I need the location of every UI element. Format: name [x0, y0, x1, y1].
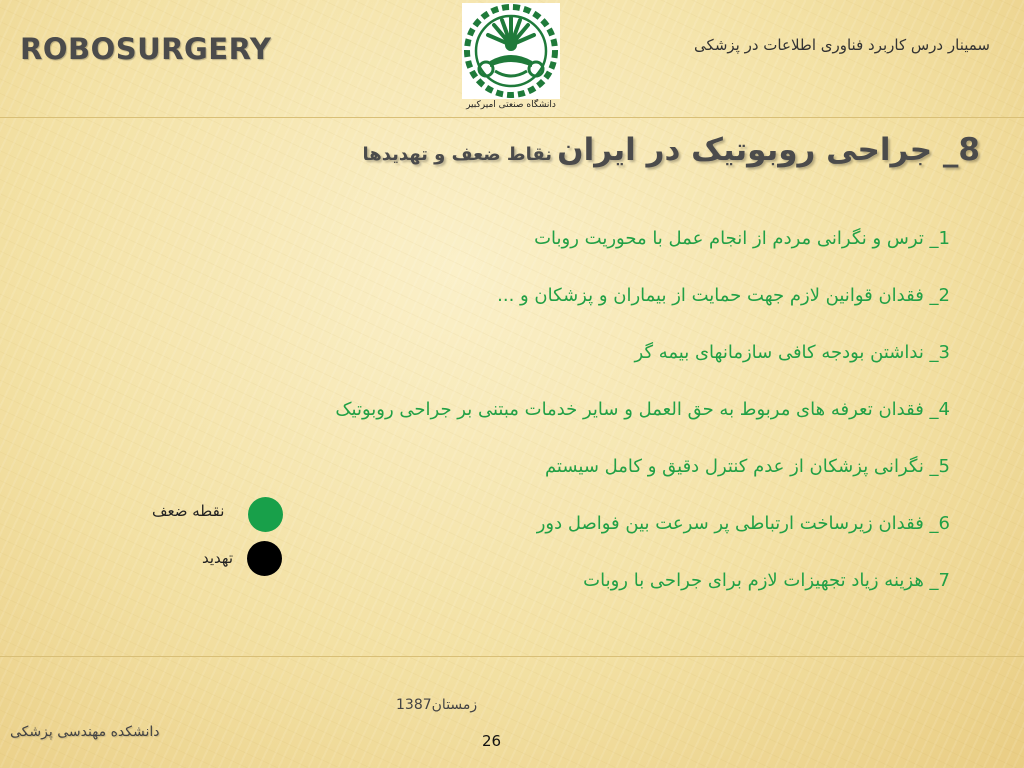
- slide-title: [362, 132, 980, 168]
- black-circle-icon: [247, 541, 282, 576]
- footer-divider: [0, 656, 1024, 657]
- list-item: 3_ نداشتن بودجه کافی سازمانهای بیمه گر: [634, 342, 950, 363]
- slide-title-sub: نقاط ضعف و تهدیدها: [362, 144, 553, 165]
- legend-threat: [150, 540, 290, 578]
- legend-weakness-label: نقطه ضعف: [152, 502, 225, 520]
- list-item: 4_ فقدان تعرفه های مربوط به حق العمل و سایر خدمات مبتنی بر جراحی روبوتیک: [335, 399, 950, 420]
- seminar-title: سمینار درس کاربرد فناوری اطلاعات در پزشکی: [694, 36, 990, 54]
- header-divider: [0, 117, 1024, 118]
- university-logo: [462, 3, 560, 99]
- green-circle-icon: [248, 497, 283, 532]
- slide-title-main: 8_ جراحی روبوتیک در ایران: [557, 132, 980, 168]
- legend-threat-label: تهدید: [202, 549, 234, 567]
- list-item: 5_ نگرانی پزشکان از عدم کنترل دقیق و کامل سیستم: [544, 456, 950, 477]
- brand-title: ROBOSURGERY: [20, 32, 272, 66]
- list-item: 7_ هزینه زیاد تجهیزات لازم برای جراحی با روبات: [583, 570, 950, 591]
- weakness-threat-list: [335, 222, 950, 621]
- list-item: 2_ فقدان قوانین لازم جهت حمایت از بیماران و پزشکان و ...: [497, 285, 950, 306]
- list-item: 1_ ترس و نگرانی مردم از انجام عمل با محوریت روبات: [534, 228, 950, 249]
- list-item: 6_ فقدان زیرساخت ارتباطی پر سرعت بین فواصل دور: [536, 513, 950, 534]
- page-number: 26: [482, 732, 502, 750]
- footer-department: دانشکده مهندسی پزشکی: [10, 724, 160, 740]
- emblem-icon: [462, 3, 560, 99]
- logo-caption: دانشگاه صنعتی امیرکبیر: [466, 100, 556, 110]
- legend-weakness: [150, 496, 290, 534]
- footer-season: زمستان1387: [396, 697, 478, 713]
